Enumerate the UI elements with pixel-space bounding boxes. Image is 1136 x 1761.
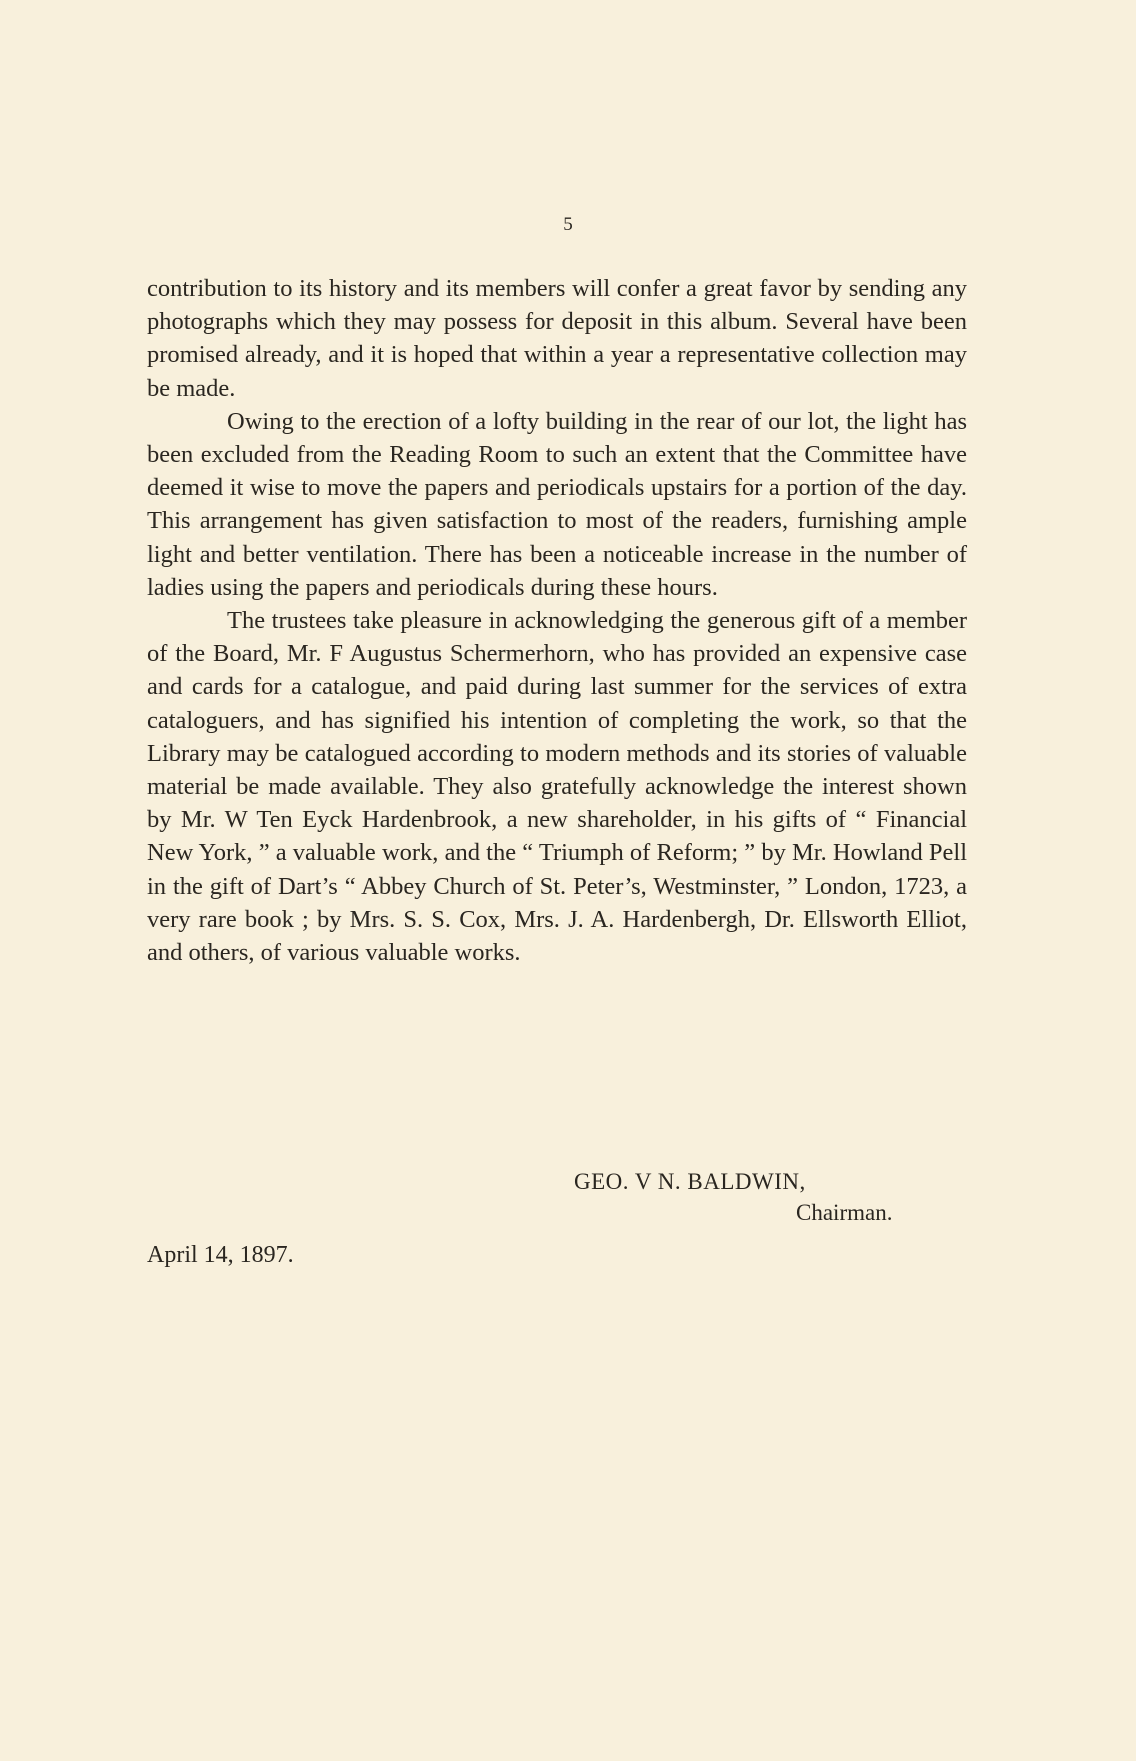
document-date: April 14, 1897. bbox=[147, 1242, 294, 1268]
paragraph-3: The trustees take pleasure in acknowledging the generous gift of a member of the Board, Mr. F Augustus Schermerhorn, who has provided an expensive case and cards for a catalogue, and paid during last summer for the services of extra cataloguers, and has signified his intention of completing the work, so that the Library may be catalogued according to modern methods and its stories of valuable material be made available. They also gratefully acknowledge the interest shown by Mr. W Ten Eyck Hardenbrook, a new shareholder, in his gifts of “ Financial New York, ” a valuable work, and the “ Triumph of Reform; ” by Mr. Howland Pell in the gift of Dart’s “ Abbey Church of St. Peter’s, Westminster, ” London, 1723, a very rare book ; by Mrs. S. S. Cox, Mrs. J. A. Hardenbergh, Dr. Ellsworth Elliot, and others, of various valuable works. bbox=[147, 607, 967, 967]
signature-name: GEO. V N. BALDWIN, bbox=[574, 1169, 806, 1194]
body-text bbox=[147, 272, 967, 969]
paragraph-1: contribution to its history and its members will confer a great favor by sending any photographs which they may possess for deposit in this album. Several have been promised already, and it is hoped that within a year a representative collection may be made. bbox=[147, 275, 967, 402]
page-number: 5 bbox=[563, 214, 573, 235]
paragraph-2: Owing to the erection of a lofty building in the rear of our lot, the light has been excluded from the Reading Room to such an extent that the Committee have deemed it wise to move the papers and periodicals upstairs for a portion of the day. This arrangement has given satisfaction to most of the readers, furnishing ample light and better ventilation. There has been a noticeable increase in the number of ladies using the papers and periodicals during these hours. bbox=[147, 407, 967, 601]
signature-title: Chairman. bbox=[796, 1200, 893, 1225]
